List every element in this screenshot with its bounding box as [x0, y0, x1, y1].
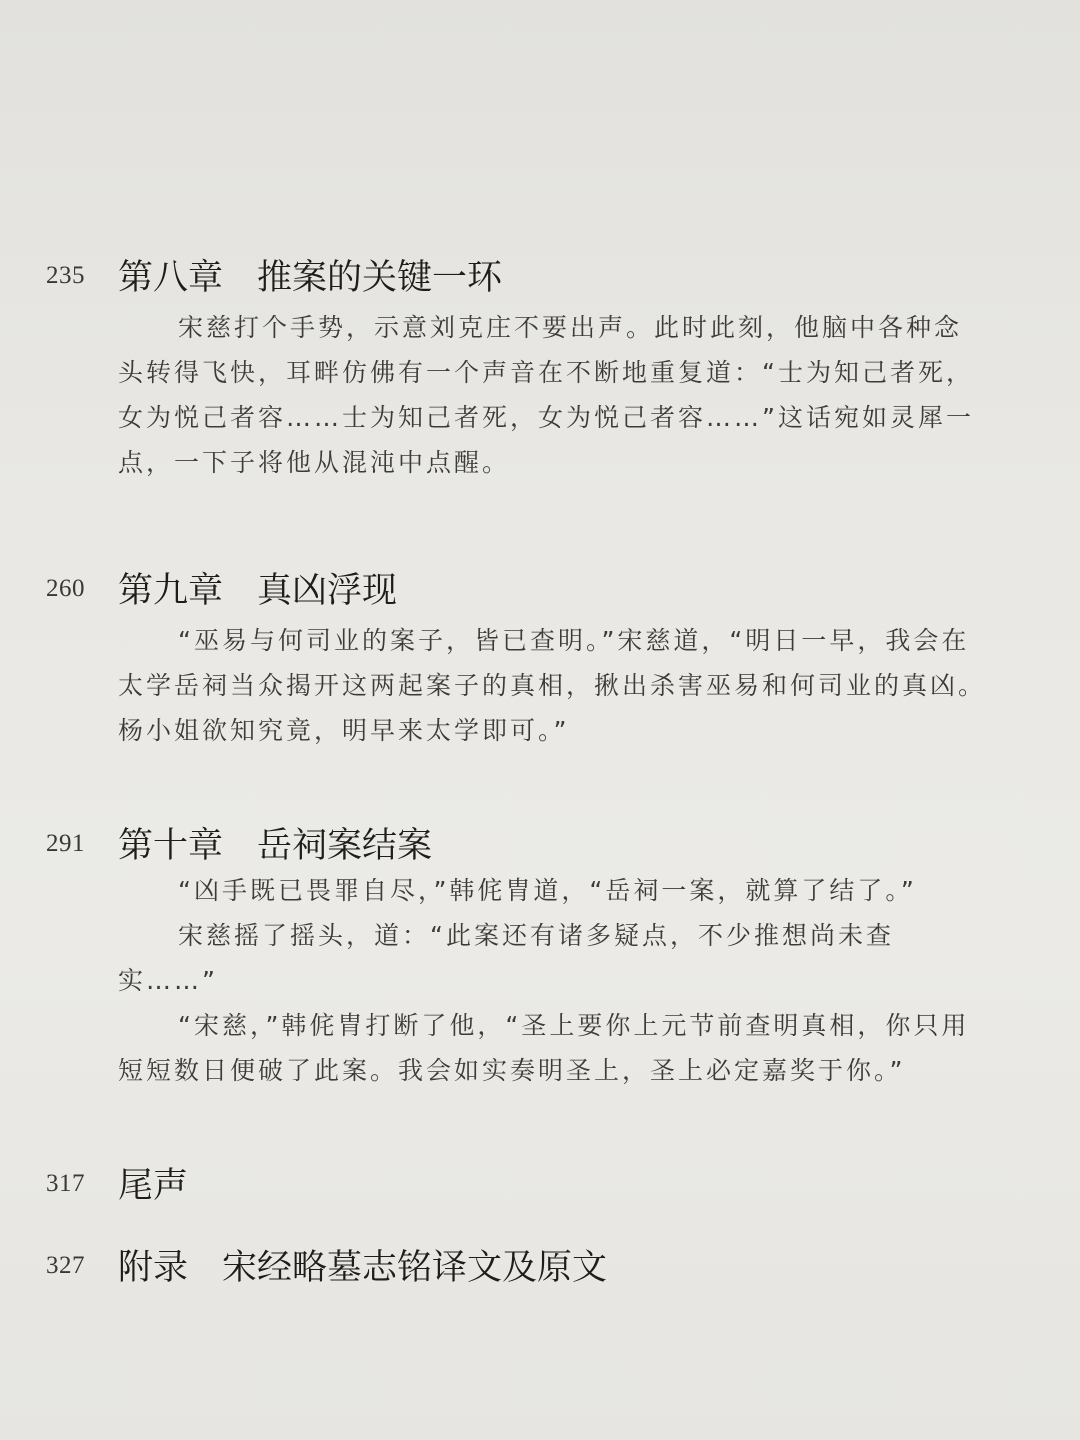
page-number: 291	[46, 830, 85, 857]
chapter-excerpt	[118, 618, 988, 753]
chapter-excerpt	[118, 305, 988, 485]
page-number: 327	[46, 1252, 85, 1279]
page-number: 260	[46, 575, 85, 602]
page-number: 317	[46, 1170, 85, 1197]
page-number: 235	[46, 262, 85, 289]
chapter-label: 第九章	[118, 571, 224, 611]
toc-entry-heading	[0, 818, 1080, 866]
toc-entry-heading	[0, 563, 1080, 611]
chapter-title	[118, 250, 502, 300]
toc-entry	[0, 818, 1080, 1085]
chapter-name: 宋经略墓志铭译文及原文	[222, 1248, 608, 1288]
chapter-excerpt	[118, 868, 988, 1093]
toc-entry-heading	[0, 1158, 1080, 1206]
chapter-label: 附录	[118, 1248, 189, 1288]
toc-entry	[0, 1240, 1080, 1288]
chapter-label: 第八章	[118, 258, 224, 298]
excerpt-paragraph: 宋慈打个手势，示意刘克庄不要出声。此时此刻，他脑中各种念头转得飞快，耳畔仿佛有一个声音在不断地重复道：“士为知己者死，女为悦己者容……士为知己者死，女为悦己者容……”这话宛如灵犀一点，一下子将他从混沌中点醒。	[118, 313, 974, 477]
chapter-title	[118, 818, 432, 868]
chapter-title	[118, 1158, 188, 1208]
chapter-name: 岳祠案结案	[257, 826, 433, 866]
toc-entry	[0, 563, 1080, 745]
chapter-name: 真凶浮现	[257, 571, 398, 611]
excerpt-paragraph: 宋慈摇了摇头，道：“此案还有诸多疑点，不少推想尚未查实……”	[118, 921, 894, 995]
chapter-label: 尾声	[118, 1166, 189, 1206]
excerpt-paragraph: “凶手既已畏罪自尽，”韩侂胄道，“岳祠一案，就算了结了。”	[178, 876, 917, 905]
toc-entry	[0, 250, 1080, 477]
toc-entry	[0, 1158, 1080, 1206]
toc-entry-heading	[0, 1240, 1080, 1288]
chapter-name: 推案的关键一环	[257, 258, 503, 298]
chapter-label: 第十章	[118, 826, 224, 866]
chapter-title	[118, 1240, 607, 1290]
excerpt-paragraph: “宋慈，”韩侂胄打断了他，“圣上要你上元节前查明真相，你只用短短数日便破了此案。我会如实奏明圣上，圣上必定嘉奖于你。”	[118, 1011, 970, 1085]
excerpt-paragraph: “巫易与何司业的案子，皆已查明。”宋慈道，“明日一早，我会在太学岳祠当众揭开这两起案子的真相，揪出杀害巫易和何司业的真凶。杨小姐欲知究竟，明早来太学即可。”	[118, 626, 987, 745]
toc-entry-heading	[0, 250, 1080, 298]
chapter-title	[118, 563, 397, 613]
